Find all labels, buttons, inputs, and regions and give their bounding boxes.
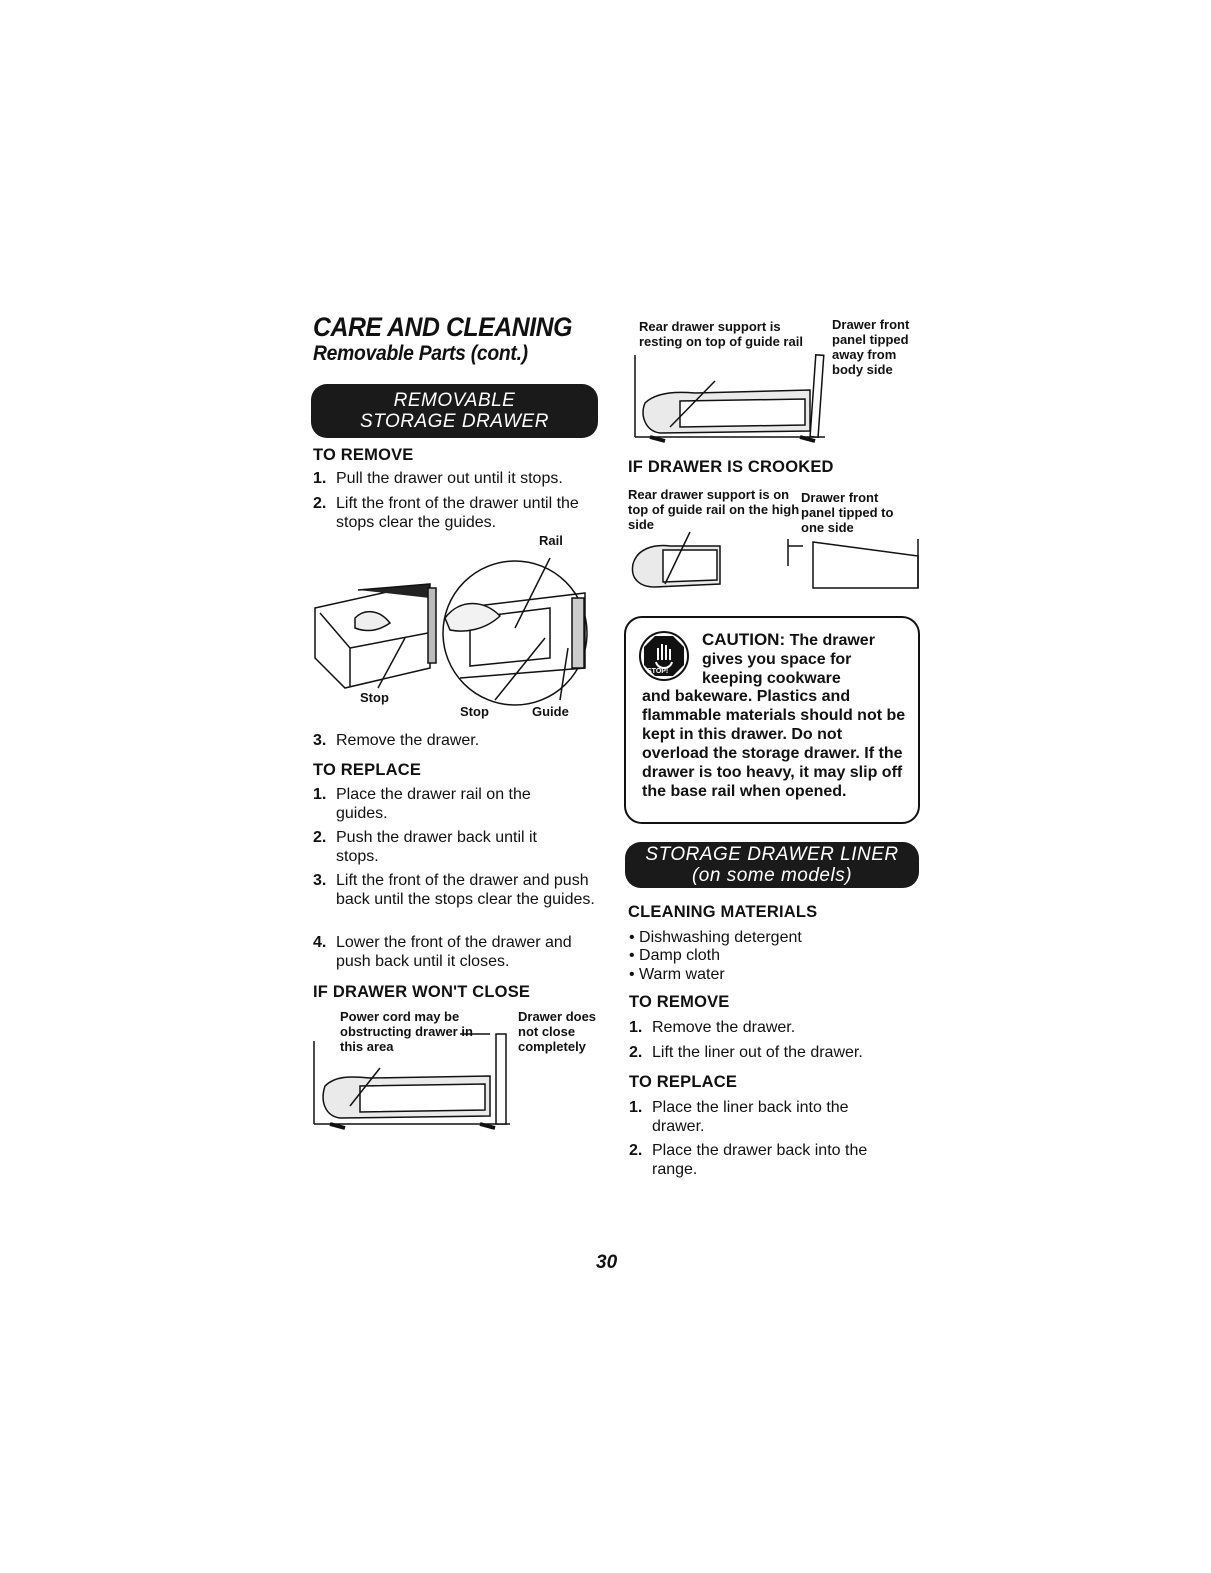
drawer-not-closed-illustration — [310, 1006, 520, 1131]
step-replace-4 — [313, 933, 608, 973]
label-front-tipped-one-side: Drawer front panel tipped to one side — [801, 490, 894, 535]
caution-box — [624, 616, 920, 824]
label-rail: Rail — [539, 533, 563, 548]
step-number: 4. — [313, 934, 327, 951]
step-text: Place the drawer rail on the guides. — [336, 786, 531, 822]
figure-drawer-crooked — [625, 484, 923, 602]
cleaning-item: • Dishwashing detergent — [629, 929, 802, 946]
step-liner-remove-2 — [629, 1043, 919, 1063]
label-stop-left: Stop — [360, 690, 389, 705]
step-number: 1. — [629, 1099, 643, 1116]
step-number: 2. — [313, 495, 327, 512]
heading-cleaning-materials: CLEANING MATERIALS — [628, 903, 818, 921]
figure-drawer-wont-close — [310, 1006, 605, 1131]
figure-drawer-stops — [310, 533, 600, 719]
step-text: Push the drawer back until it stops. — [336, 829, 537, 865]
caution-text-first: The drawer gives you space for keeping cookware — [702, 632, 875, 687]
step-remove-3 — [313, 731, 603, 751]
step-liner-replace-1 — [629, 1098, 919, 1138]
step-text: Place the liner back into the drawer. — [652, 1099, 849, 1135]
step-remove-2 — [313, 494, 603, 534]
banner-line-2: (on some models) — [691, 865, 853, 886]
step-number: 2. — [629, 1142, 643, 1159]
label-guide: Guide — [532, 704, 569, 719]
step-text: Remove the drawer. — [652, 1019, 796, 1036]
banner-line-1: STORAGE DRAWER LINER — [645, 844, 899, 865]
caution-intro — [702, 630, 907, 688]
label-front-panel-tipped: Drawer front panel tipped away from body side — [832, 317, 910, 377]
step-replace-3 — [313, 871, 608, 931]
step-number: 1. — [313, 786, 327, 803]
step-number: 2. — [313, 829, 327, 846]
label-drawer-not-closed: Drawer does not close completely — [518, 1009, 597, 1054]
heading-drawer-wont-close: IF DRAWER WON'T CLOSE — [313, 983, 531, 1001]
step-number: 1. — [313, 470, 327, 487]
step-replace-1 — [313, 785, 603, 825]
step-number: 3. — [313, 732, 327, 749]
step-text: Remove the drawer. — [336, 732, 480, 749]
step-text: Lift the liner out of the drawer. — [652, 1044, 863, 1061]
page-title: CARE AND CLEANING — [313, 312, 572, 342]
step-liner-replace-2 — [629, 1141, 919, 1181]
label-stop-right: Stop — [460, 704, 489, 719]
stop-icon-text: STOP! — [647, 668, 669, 675]
step-replace-2 — [313, 828, 603, 868]
heading-to-remove: TO REMOVE — [313, 446, 414, 464]
label-rear-support-resting: Rear drawer support is resting on top of guide rail — [639, 319, 803, 349]
step-liner-remove-1 — [629, 1018, 919, 1038]
step-text: Place the drawer back into the range. — [652, 1142, 868, 1178]
step-text: Lift the front of the drawer until the stops clear the guides. — [336, 495, 579, 531]
label-rear-support-high-side: Rear drawer support is on top of guide rail on the high side — [628, 487, 800, 532]
step-number: 1. — [629, 1019, 643, 1036]
cleaning-item: • Warm water — [629, 966, 725, 983]
figure-drawer-front-tipped — [625, 315, 920, 445]
cleaning-item: • Damp cloth — [629, 947, 720, 964]
page-number: 30 — [596, 1252, 618, 1273]
heading-to-replace: TO REPLACE — [313, 761, 422, 779]
banner-line-1: REMOVABLE — [393, 390, 516, 411]
section-banner-storage-drawer-liner — [625, 842, 919, 888]
step-number: 3. — [313, 872, 327, 889]
step-number: 2. — [629, 1044, 643, 1061]
drawer-stops-illustration — [310, 538, 600, 718]
step-text: Pull the drawer out until it stops. — [336, 470, 563, 487]
caution-text-rest: and bakeware. Plastics and flammable materials should not be kept in this drawer. Do not overload the storage drawer. If the drawer is too heavy, it may slip off the base rail when opened. — [642, 688, 906, 800]
step-text: Lower the front of the drawer and push back until it closes. — [336, 934, 572, 970]
caution-lead: CAUTION: — [702, 630, 786, 649]
step-remove-1 — [313, 469, 603, 489]
heading-to-remove-liner: TO REMOVE — [629, 993, 730, 1011]
step-text: Lift the front of the drawer and push back until the stops clear the guides. — [336, 872, 595, 908]
drawer-crooked-illustration — [625, 484, 923, 602]
heading-drawer-crooked: IF DRAWER IS CROOKED — [628, 458, 834, 476]
section-banner-removable-storage-drawer — [311, 384, 598, 438]
page-subtitle: Removable Parts (cont.) — [313, 342, 528, 365]
heading-to-replace-liner: TO REPLACE — [629, 1073, 738, 1091]
drawer-tipped-illustration — [625, 315, 835, 445]
banner-line-2: STORAGE DRAWER — [360, 411, 549, 432]
label-power-cord: Power cord may be obstructing drawer in this area — [340, 1009, 473, 1054]
